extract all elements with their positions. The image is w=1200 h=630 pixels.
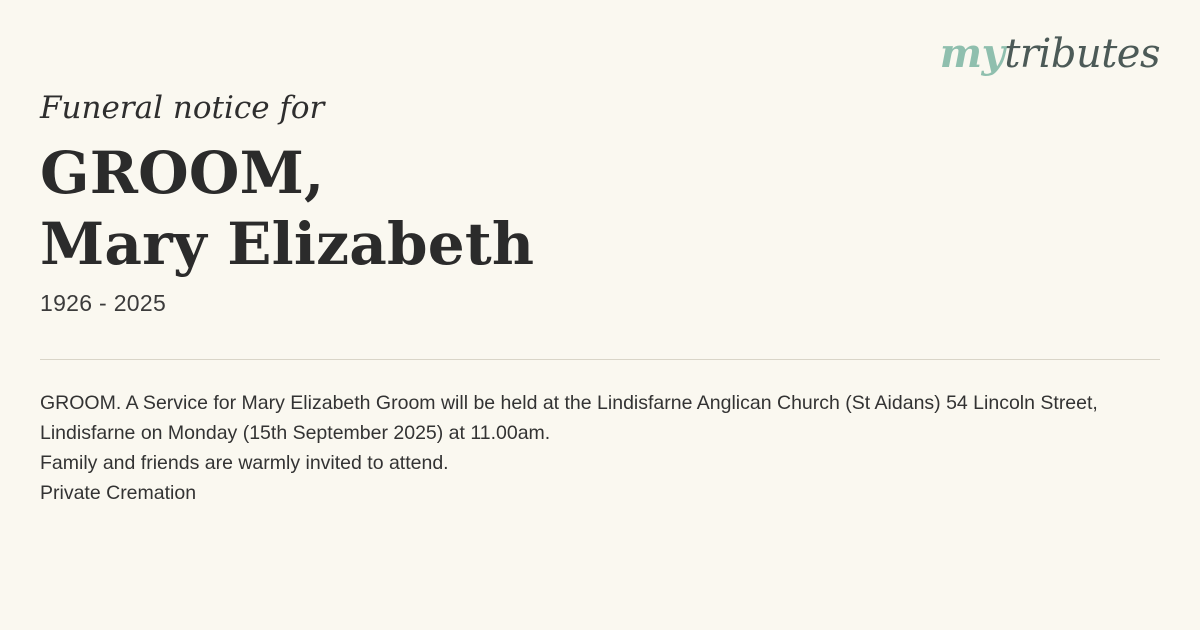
brand-name-tributes: tributes xyxy=(1004,31,1160,77)
notice-eyebrow: Funeral notice for xyxy=(40,90,325,126)
notice-body-line: Private Cremation xyxy=(40,482,197,504)
deceased-given-names: Mary Elizabeth xyxy=(40,209,535,278)
notice-body-line: GROOM. A Service for Mary Elizabeth Groom will be held at the Lindisfarne Anglican Church (St Aidans) 54 Lincoln Street, Lindisfarne on Monday (15th September 2025) at 11.00am. xyxy=(40,392,1098,444)
deceased-surname: GROOM, xyxy=(40,139,325,207)
page-title xyxy=(40,138,534,280)
mytributes-logo[interactable] xyxy=(939,30,1160,77)
life-dates: 1926 - 2025 xyxy=(40,290,167,316)
notice-body-line: Family and friends are warmly invited to attend. xyxy=(40,452,449,474)
divider xyxy=(40,359,1160,360)
brand-name-my: my xyxy=(939,30,1005,77)
notice-body xyxy=(40,388,1112,508)
